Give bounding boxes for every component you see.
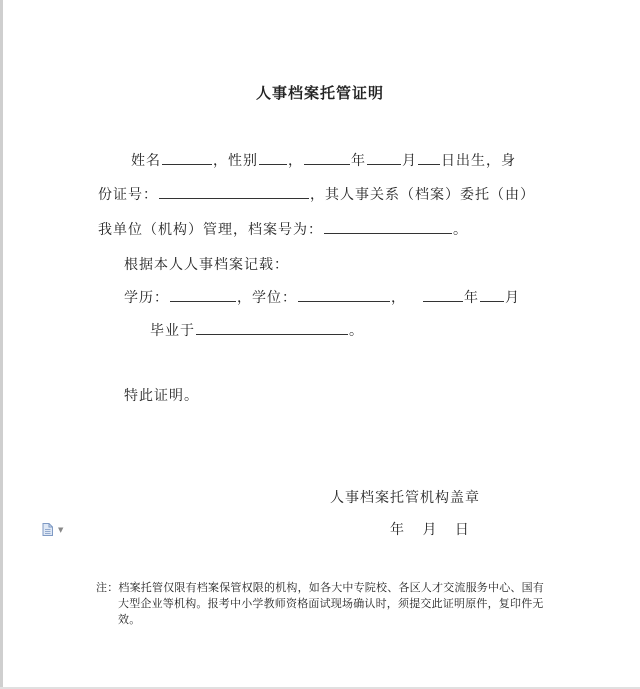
birth-month-blank[interactable] (367, 150, 401, 165)
chevron-down-icon[interactable]: ▼ (58, 526, 64, 534)
separator: ， (288, 153, 303, 169)
line-name-gender-birth (131, 150, 516, 170)
page-left-edge (0, 0, 3, 689)
education-label: 学历： (124, 290, 169, 306)
degree-blank[interactable] (298, 287, 390, 302)
birth-year-blank[interactable] (304, 150, 350, 165)
line-education (124, 287, 520, 307)
relation-text: ，其人事关系（档案）委托（由） (310, 187, 535, 203)
year-label: 年 (464, 290, 479, 306)
name-label: 姓名 (131, 153, 161, 169)
line-archive-number (98, 219, 468, 239)
degree-label: ，学位： (237, 290, 297, 306)
period: 。 (349, 323, 364, 339)
seal-line (330, 487, 480, 507)
footnote (96, 580, 571, 628)
birth-day-blank[interactable] (418, 150, 440, 165)
grad-month-blank[interactable] (480, 287, 504, 302)
date-line (390, 519, 470, 539)
gender-blank[interactable] (259, 150, 287, 165)
id-number-blank[interactable] (159, 184, 309, 199)
grad-year-blank[interactable] (423, 287, 463, 302)
document-title: 人事档案托管证明 (255, 84, 384, 102)
record-text: 根据本人人事档案记载： (124, 257, 289, 273)
certify-text: 特此证明。 (124, 388, 199, 404)
footnote-line-1: 注：档案托管仅限有档案保管权限的机构，如各大中专院校、各区人才交流服务中心、国有 (96, 581, 544, 594)
graduation-label: 毕业于 (150, 323, 195, 339)
certify-line (124, 385, 199, 405)
gender-label: ，性别 (213, 153, 258, 169)
unit-text: 我单位（机构）管理，档案号为： (98, 222, 323, 238)
separator: ， (391, 290, 406, 306)
archive-number-blank[interactable] (324, 219, 452, 234)
date-text: 年 月 日 (390, 522, 470, 538)
line-id-number (98, 184, 535, 204)
seal-text: 人事档案托管机构盖章 (330, 490, 480, 506)
year-label: 年 (351, 153, 366, 169)
day-born-label: 日出生，身 (441, 153, 516, 169)
name-blank[interactable] (162, 150, 212, 165)
line-record (124, 254, 289, 274)
month-label: 月 (402, 153, 417, 169)
education-blank[interactable] (170, 287, 236, 302)
footnote-line-3: 效。 (118, 613, 141, 626)
document-icon[interactable] (42, 522, 54, 536)
line-graduation (150, 320, 364, 340)
footnote-line-2: 大型企业等机构。报考中小学教师资格面试现场确认时，须提交此证明原件，复印件无 (118, 597, 544, 610)
period: 。 (453, 222, 468, 238)
id-label: 份证号： (98, 187, 158, 203)
school-blank[interactable] (196, 320, 348, 335)
month-label: 月 (505, 290, 520, 306)
